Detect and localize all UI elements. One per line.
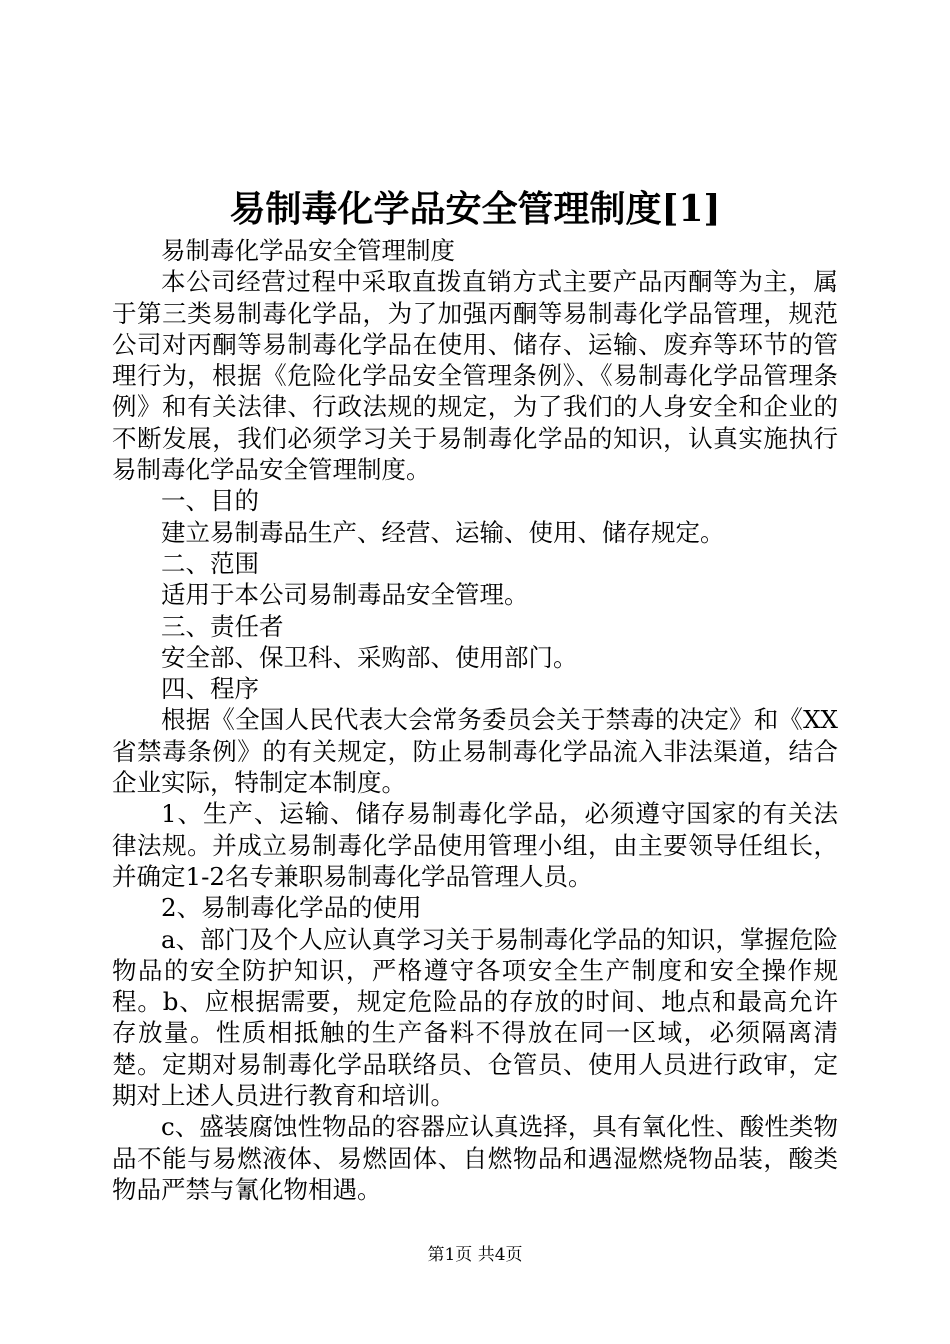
document-title: 易制毒化学品安全管理制度[1] [229,188,721,230]
section-heading: 三、责任者 [161,611,284,641]
body-paragraph: 适用于本公司易制毒品安全管理。 [161,580,529,610]
body-paragraph: 建立易制毒品生产、经营、运输、使用、储存规定。 [161,517,725,547]
section-heading: 一、目的 [161,486,259,516]
section-heading: 二、范围 [161,548,259,578]
body-paragraph: 易制毒化学品安全管理制度 [161,236,455,265]
document-body [112,235,838,1205]
body-paragraph: 1、生产、运输、储存易制毒化学品，必须遵守国家的有关法律法规。并成立易制毒化学品使用管理小组，由主要领导任组长，并确定1-2名专兼职易制毒化学品管理人员。 [112,799,838,891]
body-paragraph: 安全部、保卫科、采购部、使用部门。 [161,642,578,672]
body-paragraph: a、部门及个人应认真学习关于易制毒化学品的知识，掌握危险物品的安全防护知识，严格遵守各项安全生产制度和安全操作规程。b、应根据需要，规定危险品的存放的时间、地点和最高允许存放量。性质相抵触的生产备料不得放在同一区域，必须隔离清楚。定期对易制毒化学品联络员、仓管员、使用人员进行政审，定期对上述人员进行教育和培训。 [112,924,838,1111]
body-paragraph: c、盛装腐蚀性物品的容器应认真选择，具有氧化性、酸性类物品不能与易燃液体、易燃固体、自燃物品和遇湿燃烧物品装，酸类物品严禁与氰化物相遇。 [112,1112,838,1204]
body-paragraph: 本公司经营过程中采取直拨直销方式主要产品丙酮等为主，属于第三类易制毒化学品，为了加强丙酮等易制毒化学品管理，规范公司对丙酮等易制毒化学品在使用、储存、运输、废弃等环节的管理行为，根据《危险化学品安全管理条例》、《易制毒化学品管理条例》和有关法律、行政法规的规定，为了我们的人身安全和企业的不断发展，我们必须学习关于易制毒化学品的知识，认真实施执行易制毒化学品安全管理制度。 [112,267,838,485]
body-paragraph: 根据《全国人民代表大会常务委员会关于禁毒的决定》和《XX省禁毒条例》的有关规定，防止易制毒化学品流入非法渠道，结合企业实际，特制定本制度。 [112,705,838,798]
page-footer: 第1页 共4页 [427,1245,523,1265]
body-paragraph: 2、易制毒化学品的使用 [161,893,422,923]
section-heading: 四、程序 [161,674,259,704]
